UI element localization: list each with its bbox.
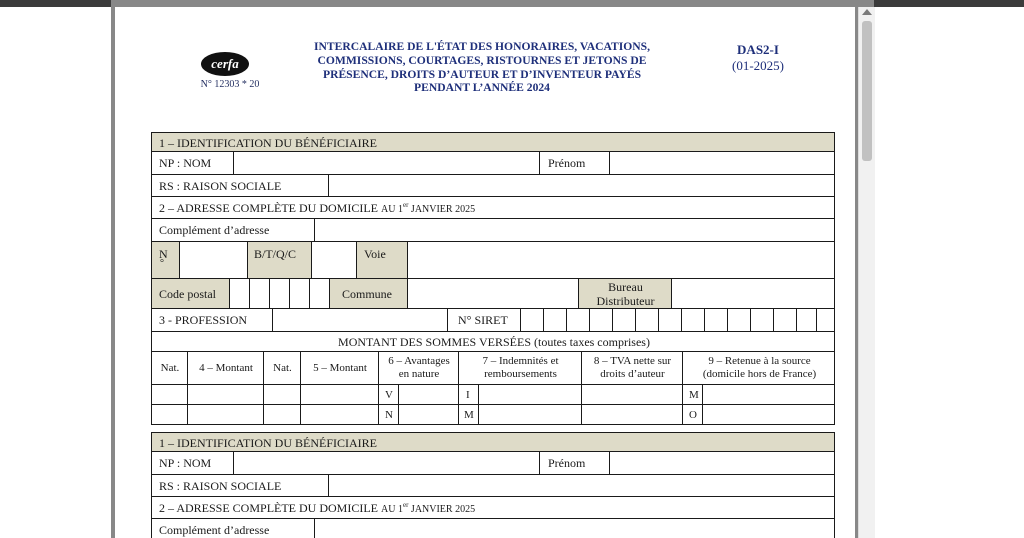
prenom-label: Prénom (548, 156, 586, 170)
montant-5-field[interactable] (301, 385, 379, 404)
profession-row (151, 309, 835, 332)
section-2-header (151, 197, 835, 219)
col-nat-1: Nat. (160, 362, 180, 374)
col-6-line-2: en nature (398, 368, 440, 380)
siret-box[interactable] (728, 309, 751, 331)
nat-2-field-2[interactable] (264, 405, 301, 424)
col-nat-1-cell (152, 352, 188, 384)
col-nat-2: Nat. (273, 362, 292, 374)
code-m-cell (683, 385, 703, 404)
rs-label-cell (152, 175, 329, 196)
code-postal-box-1[interactable] (230, 279, 250, 308)
tva-field[interactable] (582, 385, 683, 404)
bureau-label-cell (579, 279, 672, 308)
commune-field[interactable] (408, 279, 579, 308)
profession-label-cell (152, 309, 273, 331)
montant-4-field[interactable] (188, 385, 264, 404)
name-row (151, 152, 835, 175)
code-i: I (466, 389, 470, 401)
complement-label-cell-2 (152, 519, 315, 538)
code-n: N (385, 409, 393, 421)
section-1-title: 1 – IDENTIFICATION DU BÉNÉFICIAIRE (159, 136, 377, 150)
numero-degree: ° (160, 258, 164, 269)
vertical-scrollbar[interactable] (858, 7, 875, 538)
code-v-cell (379, 385, 399, 404)
col-8-line-1: 8 – TVA nette sur (593, 355, 672, 367)
section-1-header-2 (151, 432, 835, 452)
title-line-3: PRÉSENCE, DROITS D’AUTEUR ET D’INVENTEUR PAYÉS (322, 67, 642, 81)
col-7-line-1: 7 – Indemnités et (482, 355, 559, 367)
prenom-label-2: Prénom (548, 456, 586, 470)
col-9-line-1: 9 – Retenue à la source (708, 355, 811, 367)
pdf-page (115, 7, 855, 538)
montant-title-row (151, 332, 835, 352)
section-2-title-main: 2 – ADRESSE COMPLÈTE DU DOMICILE (159, 201, 379, 215)
title-line-1: INTERCALAIRE DE L'ÉTAT DES HONORAIRES, VACATIONS, (314, 40, 650, 53)
np-nom-label-cell (152, 152, 234, 174)
section-2-title-sup: er (402, 201, 409, 209)
montant-4-field-2[interactable] (188, 405, 264, 424)
siret-box[interactable] (567, 309, 590, 331)
tva-field-2[interactable] (582, 405, 683, 424)
form-version: (01-2025) (732, 58, 784, 73)
siret-box[interactable] (590, 309, 613, 331)
cerfa-logo-text: cerfa (211, 56, 239, 71)
retenue-m-field[interactable] (703, 385, 836, 404)
np-nom-label: NP : NOM (159, 156, 212, 170)
profession-field[interactable] (273, 309, 448, 331)
siret-box[interactable] (682, 309, 705, 331)
title-line-4: PENDANT L’ANNÉE 2024 (414, 81, 550, 95)
title-line-2: COMMISSIONS, COURTAGES, RISTOURNES ET JETONS DE (317, 53, 647, 67)
raison-sociale-field-2[interactable] (329, 475, 836, 496)
form-code: DAS2-I (737, 42, 779, 57)
numero-label-cell (152, 242, 180, 278)
complement-row (151, 219, 835, 242)
rs-label-2: RS : RAISON SOCIALE (159, 479, 282, 493)
section-1-header (151, 132, 835, 152)
raison-sociale-row-2 (151, 475, 835, 497)
cerfa-number: N° 12303 * 20 (200, 79, 260, 90)
amounts-header-row (151, 352, 835, 385)
scroll-up-arrow-icon[interactable] (862, 9, 872, 15)
avantages-v-field[interactable] (399, 385, 459, 404)
complement-label-cell (152, 219, 315, 241)
code-o: O (689, 409, 697, 421)
np-nom-label-cell-2 (152, 452, 234, 474)
code-i-cell (459, 385, 479, 404)
siret-box[interactable] (797, 309, 817, 331)
nom-field[interactable] (234, 152, 540, 174)
col-5-cell (301, 352, 379, 384)
code-o-cell (683, 405, 703, 424)
raison-sociale-field[interactable] (329, 175, 836, 196)
code-postal-box-4[interactable] (290, 279, 310, 308)
code-postal-label-cell (152, 279, 230, 308)
col-4-cell (188, 352, 264, 384)
section-1-title-2: 1 – IDENTIFICATION DU BÉNÉFICIAIRE (159, 436, 377, 450)
rs-label-cell-2 (152, 475, 329, 496)
section-2-title-au-2: AU 1 (381, 504, 403, 515)
code-postal-box-5[interactable] (310, 279, 330, 308)
col-6-cell (379, 352, 459, 384)
col-6-line-1: 6 – Avantages (388, 355, 450, 367)
scrollbar-thumb[interactable] (862, 21, 872, 161)
avantages-n-field[interactable] (399, 405, 459, 424)
code-postal-label: Code postal (159, 287, 216, 301)
col-5: 5 – Montant (313, 362, 367, 374)
profession-label: 3 - PROFESSION (159, 313, 248, 327)
numero-label: N (159, 247, 168, 261)
code-n-cell (379, 405, 399, 424)
siret-box[interactable] (544, 309, 567, 331)
code-m-indemn: M (464, 409, 474, 421)
amounts-row-1 (151, 385, 835, 405)
commune-label-cell (330, 279, 408, 308)
col-7-line-2: remboursements (484, 368, 557, 380)
voie-label: Voie (364, 247, 386, 261)
col-7-cell (459, 352, 582, 384)
siret-label: N° SIRET (458, 313, 508, 327)
section-2-title-date-2: JANVIER 2025 (408, 504, 476, 515)
code-postal-box-2[interactable] (250, 279, 270, 308)
siret-box[interactable] (636, 309, 659, 331)
retenue-o-field[interactable] (703, 405, 836, 424)
street-row (151, 242, 835, 279)
btqc-label: B/T/Q/C (254, 247, 297, 261)
complement-row-2 (151, 519, 835, 538)
section-2-header-2 (151, 497, 835, 519)
siret-box[interactable] (817, 309, 836, 331)
raison-sociale-row (151, 175, 835, 197)
col-4: 4 – Montant (199, 362, 253, 374)
col-8-line-2: droits d’auteur (600, 368, 665, 380)
prenom-label-cell-2 (540, 452, 610, 474)
amounts-row-2 (151, 405, 835, 425)
form-title (283, 40, 681, 95)
complement-label: Complément d’adresse (159, 223, 270, 237)
siret-box[interactable] (659, 309, 682, 331)
col-8-cell (582, 352, 683, 384)
commune-label: Commune (342, 287, 392, 301)
section-2-title-sup-2: er (402, 501, 409, 509)
complement-field-2[interactable] (315, 519, 836, 538)
montant-title: MONTANT DES SOMMES VERSÉES (toutes taxes comprises) (338, 335, 650, 349)
bureau-label-2: Distributeur (596, 294, 655, 308)
complement-field[interactable] (315, 219, 836, 241)
nat-2-field[interactable] (264, 385, 301, 404)
complement-label-2: Complément d’adresse (159, 523, 270, 537)
section-2-title-2 (159, 501, 475, 516)
siret-box[interactable] (613, 309, 636, 331)
siret-box[interactable] (774, 309, 797, 331)
prenom-label-cell (540, 152, 610, 174)
section-2-title-date: JANVIER 2025 (408, 204, 476, 215)
col-nat-2-cell (264, 352, 301, 384)
btqc-label-cell (248, 242, 312, 278)
montant-5-field-2[interactable] (301, 405, 379, 424)
prenom-field[interactable] (610, 152, 836, 174)
prenom-field-2[interactable] (610, 452, 836, 474)
nom-field-2[interactable] (234, 452, 540, 474)
code-m-indemn-cell (459, 405, 479, 424)
bureau-label-1: Bureau (608, 280, 643, 294)
np-nom-label-2: NP : NOM (159, 456, 212, 470)
voie-field[interactable] (408, 242, 836, 278)
col-9-cell (683, 352, 836, 384)
bureau-field[interactable] (672, 279, 836, 308)
siret-box[interactable] (751, 309, 774, 331)
code-postal-box-3[interactable] (270, 279, 290, 308)
nat-1-field[interactable] (152, 385, 188, 404)
section-2-title-au: AU 1 (381, 204, 403, 215)
siret-box[interactable] (521, 309, 544, 331)
nat-1-field-2[interactable] (152, 405, 188, 424)
voie-label-cell (357, 242, 408, 278)
col-9-line-2: (domicile hors de France) (702, 368, 817, 380)
section-2-title (159, 201, 475, 216)
indemnites-i-field[interactable] (479, 385, 582, 404)
siret-label-cell (448, 309, 521, 331)
indemnites-m-field[interactable] (479, 405, 582, 424)
code-m: M (689, 389, 699, 401)
btqc-field[interactable] (312, 242, 357, 278)
code-v: V (385, 389, 393, 401)
name-row-2 (151, 452, 835, 475)
cerfa-logo (200, 51, 250, 77)
commune-row (151, 279, 835, 309)
numero-field[interactable] (180, 242, 248, 278)
section-2-title-main-2: 2 – ADRESSE COMPLÈTE DU DOMICILE (159, 501, 379, 515)
siret-box[interactable] (705, 309, 728, 331)
rs-label: RS : RAISON SOCIALE (159, 179, 282, 193)
